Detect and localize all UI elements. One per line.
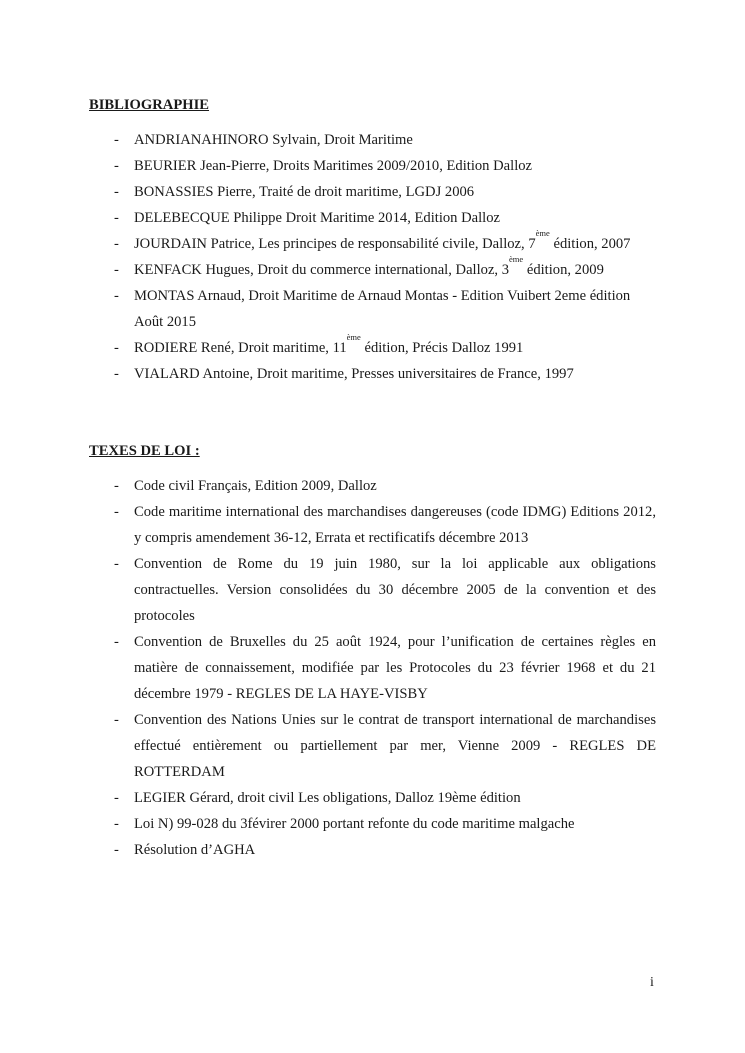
list-dash: -: [114, 504, 119, 520]
list-item-text: LEGIER Gérard, droit civil Les obligations, Dalloz 19ème édition: [134, 790, 521, 806]
list-item-text: VIALARD Antoine, Droit maritime, Presses universitaires de France, 1997: [134, 366, 574, 382]
list-item: [89, 127, 656, 153]
bibliography-section: [89, 95, 656, 387]
list-item-text: Code maritime international des marchandises dangereuses (code IDMG) Editions 2012, y compris amendement 36-12, Errata et rectificatifs décembre 2013: [134, 504, 656, 546]
list-dash: -: [114, 816, 119, 832]
list-dash: -: [114, 556, 119, 572]
list-dash: -: [114, 634, 119, 650]
list-item: [89, 473, 656, 499]
bibliography-heading: BIBLIOGRAPHIE: [89, 97, 210, 113]
list-item-text: Loi N) 99-028 du 3févirer 2000 portant refonte du code maritime malgache: [134, 816, 575, 832]
list-item-text: Convention de Rome du 19 juin 1980, sur la loi applicable aux obligations contractuelles. Version consolidées du 30 décembre 2005 de la convention et des protocoles: [134, 556, 656, 624]
list-item-text: [134, 332, 524, 356]
list-item-text: ANDRIANAHINORO Sylvain, Droit Maritime: [134, 132, 413, 148]
list-item: [89, 332, 656, 361]
superscript: ème: [346, 332, 361, 342]
list-item: [89, 228, 656, 257]
superscript: ème: [535, 228, 550, 238]
list-dash: -: [114, 288, 119, 304]
list-item-text: BEURIER Jean-Pierre, Droits Maritimes 2009/2010, Edition Dalloz: [134, 158, 533, 174]
list-item-text-main: JOURDAIN Patrice, Les principes de responsabilité civile, Dalloz, 7: [134, 236, 536, 252]
page-number: i: [650, 975, 654, 990]
list-item: [89, 499, 656, 551]
list-item: [89, 205, 656, 231]
list-item-text: MONTAS Arnaud, Droit Maritime de Arnaud Montas - Edition Vuibert 2eme édition Août 2015: [134, 288, 631, 330]
list-item: [89, 785, 656, 811]
superscript: ème: [509, 254, 524, 264]
list-dash: -: [114, 132, 119, 148]
list-item-text-main: RODIERE René, Droit maritime, 11: [134, 340, 347, 356]
list-dash: -: [114, 478, 119, 494]
list-item: [89, 837, 656, 863]
list-dash: -: [114, 210, 119, 226]
list-item: [89, 283, 656, 335]
list-item-text-main: KENFACK Hugues, Droit du commerce international, Dalloz, 3: [134, 262, 510, 278]
laws-list: [89, 473, 656, 863]
list-item: [89, 629, 656, 707]
list-item: [89, 254, 656, 283]
list-item: [89, 811, 656, 837]
list-item-text: Convention des Nations Unies sur le contrat de transport international de marchandises effectué entièrement ou partiellement par mer, Vienne 2009 - REGLES DE ROTTERDAM: [134, 712, 656, 780]
list-dash: -: [114, 712, 119, 728]
list-dash: -: [114, 366, 119, 382]
list-item-text-rest: édition, 2007: [549, 236, 631, 252]
laws-heading: TEXES DE LOI :: [89, 443, 200, 459]
list-item-text: [134, 254, 604, 278]
list-item: [89, 153, 656, 179]
list-item-text: [134, 228, 631, 252]
list-item: [89, 361, 656, 387]
document-page: [89, 95, 656, 863]
list-item: [89, 551, 656, 629]
list-item-text: Résolution d’AGHA: [134, 842, 256, 858]
list-dash: -: [114, 790, 119, 806]
list-dash: -: [114, 340, 119, 356]
list-item: [89, 179, 656, 205]
list-item-text-rest: édition, 2009: [523, 262, 604, 278]
list-dash: -: [114, 184, 119, 200]
list-dash: -: [114, 236, 119, 252]
bibliography-list: [89, 127, 656, 387]
list-item-text: Convention de Bruxelles du 25 août 1924, pour l’unification de certaines règles en matière de connaissement, modifiée par les Protocoles du 23 février 1968 et du 21 décembre 1979 - REGLES DE LA HAYE-VISBY: [134, 634, 656, 702]
list-item-text: BONASSIES Pierre, Traité de droit maritime, LGDJ 2006: [134, 184, 475, 200]
laws-section: [89, 441, 656, 863]
list-item-text: Code civil Français, Edition 2009, Dalloz: [134, 478, 377, 494]
list-item: [89, 707, 656, 785]
list-item-text-rest: édition, Précis Dalloz 1991: [360, 340, 524, 356]
list-item-text: DELEBECQUE Philippe Droit Maritime 2014, Edition Dalloz: [134, 210, 501, 226]
list-dash: -: [114, 158, 119, 174]
list-dash: -: [114, 842, 119, 858]
list-dash: -: [114, 262, 119, 278]
